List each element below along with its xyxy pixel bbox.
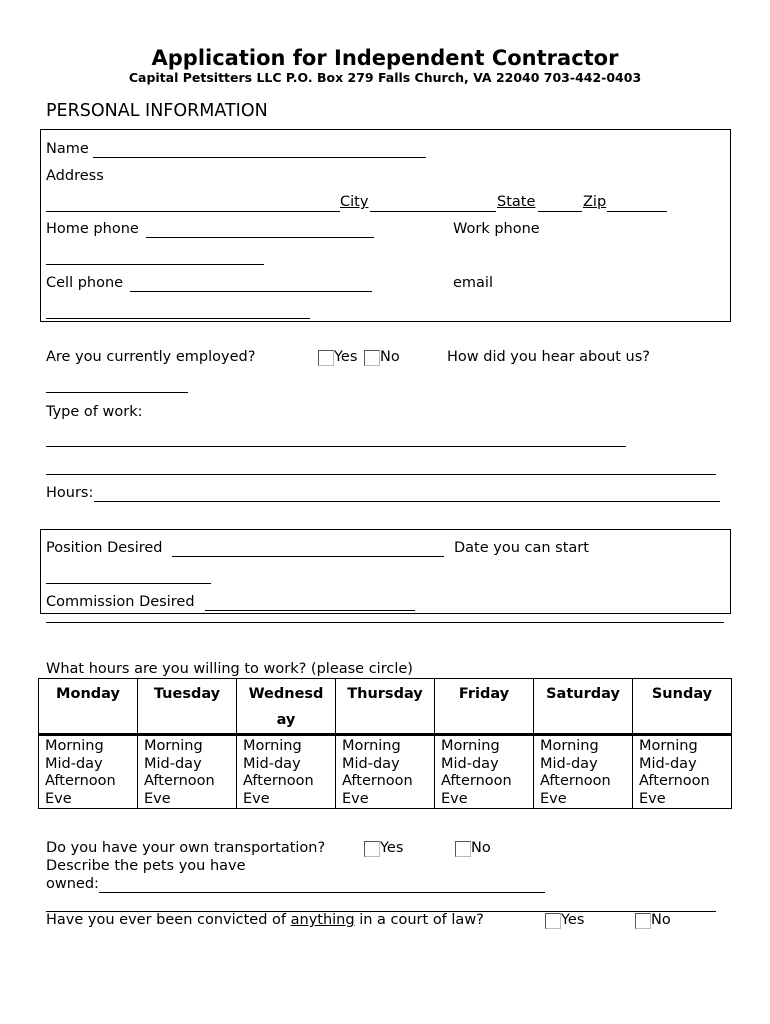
option-morning[interactable]: Morning xyxy=(144,738,203,754)
option-eve[interactable]: Eve xyxy=(540,790,567,807)
convicted-yes-label: Yes xyxy=(561,912,585,928)
day-header-sunday: Sunday xyxy=(633,679,732,735)
option-morning[interactable]: Morning xyxy=(243,738,302,754)
type-of-work-field-1[interactable] xyxy=(46,446,626,447)
hours-field[interactable] xyxy=(94,501,720,502)
option-afternoon[interactable]: Afternoon xyxy=(45,773,116,789)
hear-about-field[interactable] xyxy=(46,392,188,393)
option-morning[interactable]: Morning xyxy=(342,738,401,754)
employed-no-label: No xyxy=(380,349,400,365)
convicted-question-post: in a court of law? xyxy=(354,912,484,928)
commission-desired-label: Commission Desired xyxy=(46,594,195,610)
option-mid-day[interactable]: Mid-day xyxy=(45,755,103,772)
pets-label-line1: Describe the pets you have xyxy=(46,858,246,874)
option-eve[interactable]: Eve xyxy=(45,790,72,807)
type-of-work-field-2[interactable] xyxy=(46,474,716,475)
option-afternoon[interactable]: Afternoon xyxy=(441,773,512,789)
day-header-saturday: Saturday xyxy=(534,679,633,735)
tuesday-options xyxy=(138,735,237,809)
option-afternoon[interactable]: Afternoon xyxy=(243,773,314,789)
option-morning[interactable]: Morning xyxy=(441,738,500,754)
option-eve[interactable]: Eve xyxy=(342,790,369,807)
option-mid-day[interactable]: Mid-day xyxy=(441,755,499,772)
convicted-question xyxy=(46,912,484,928)
day-header-thursday: Thursday xyxy=(336,679,435,735)
day-header-monday: Monday xyxy=(39,679,138,735)
option-eve[interactable]: Eve xyxy=(144,790,171,807)
convicted-no-checkbox[interactable] xyxy=(635,913,651,929)
city-label: City xyxy=(340,194,369,210)
employed-question: Are you currently employed? xyxy=(46,349,256,365)
schedule-row xyxy=(39,735,732,809)
monday-options xyxy=(39,735,138,809)
employed-yes-label: Yes xyxy=(334,349,358,365)
work-phone-field[interactable] xyxy=(46,264,264,265)
section-title-personal: PERSONAL INFORMATION xyxy=(46,101,268,121)
option-morning[interactable]: Morning xyxy=(540,738,599,754)
cell-phone-field[interactable] xyxy=(130,291,372,292)
zip-label: Zip xyxy=(583,194,607,210)
home-phone-label: Home phone xyxy=(46,221,139,237)
pets-field[interactable] xyxy=(99,892,545,893)
position-desired-label: Position Desired xyxy=(46,540,163,556)
option-eve[interactable]: Eve xyxy=(243,790,270,807)
convicted-question-pre: Have you ever been convicted of xyxy=(46,912,291,928)
email-label: email xyxy=(453,275,493,291)
home-phone-field[interactable] xyxy=(146,237,374,238)
type-of-work-label: Type of work: xyxy=(46,404,143,420)
wednesday-options xyxy=(237,735,336,809)
start-date-field[interactable] xyxy=(46,583,211,584)
option-afternoon[interactable]: Afternoon xyxy=(540,773,611,789)
name-label: Name xyxy=(46,141,89,157)
state-label: State xyxy=(497,194,536,210)
zip-field[interactable] xyxy=(607,211,667,212)
sunday-options xyxy=(633,735,732,809)
hear-about-question: How did you hear about us? xyxy=(447,349,650,365)
thursday-options xyxy=(336,735,435,809)
cell-phone-label: Cell phone xyxy=(46,275,124,291)
option-morning[interactable]: Morning xyxy=(45,738,104,754)
option-mid-day[interactable]: Mid-day xyxy=(342,755,400,772)
transport-yes-label: Yes xyxy=(380,840,404,856)
city-field[interactable] xyxy=(370,211,496,212)
option-mid-day[interactable]: Mid-day xyxy=(243,755,301,772)
state-field[interactable] xyxy=(538,211,582,212)
convicted-question-emph: anything xyxy=(290,912,355,928)
friday-options xyxy=(435,735,534,809)
schedule-table xyxy=(38,678,732,809)
option-afternoon[interactable]: Afternoon xyxy=(639,773,710,789)
day-header-friday: Friday xyxy=(435,679,534,735)
saturday-options xyxy=(534,735,633,809)
convicted-yes-checkbox[interactable] xyxy=(545,913,561,929)
hours-label: Hours: xyxy=(46,485,94,501)
option-mid-day[interactable]: Mid-day xyxy=(639,755,697,772)
option-afternoon[interactable]: Afternoon xyxy=(342,773,413,789)
form-title: Application for Independent Contractor xyxy=(151,46,619,70)
schedule-question: What hours are you willing to work? (please circle) xyxy=(46,661,413,677)
work-phone-label: Work phone xyxy=(453,221,540,237)
day-header-wednesday: Wednesd ay xyxy=(237,679,336,735)
transport-no-label: No xyxy=(471,840,491,856)
transport-yes-checkbox[interactable] xyxy=(364,841,380,857)
employed-yes-checkbox[interactable] xyxy=(318,350,334,366)
divider-line xyxy=(46,622,724,623)
position-desired-field[interactable] xyxy=(172,556,444,557)
convicted-no-label: No xyxy=(651,912,671,928)
transport-question: Do you have your own transportation? xyxy=(46,840,326,856)
option-afternoon[interactable]: Afternoon xyxy=(144,773,215,789)
start-date-label: Date you can start xyxy=(454,540,589,556)
company-address: Capital Petsitters LLC P.O. Box 279 Falls Church, VA 22040 703-442-0403 xyxy=(128,70,642,85)
address-field[interactable] xyxy=(46,211,340,212)
pets-label-line2: owned: xyxy=(46,876,99,892)
employed-no-checkbox[interactable] xyxy=(364,350,380,366)
name-field[interactable] xyxy=(93,157,426,158)
option-morning[interactable]: Morning xyxy=(639,738,698,754)
email-field[interactable] xyxy=(46,318,310,319)
option-mid-day[interactable]: Mid-day xyxy=(144,755,202,772)
address-label: Address xyxy=(46,168,104,184)
option-eve[interactable]: Eve xyxy=(639,790,666,807)
option-eve[interactable]: Eve xyxy=(441,790,468,807)
commission-desired-field[interactable] xyxy=(205,610,415,611)
day-header-tuesday: Tuesday xyxy=(138,679,237,735)
option-mid-day[interactable]: Mid-day xyxy=(540,755,598,772)
transport-no-checkbox[interactable] xyxy=(455,841,471,857)
